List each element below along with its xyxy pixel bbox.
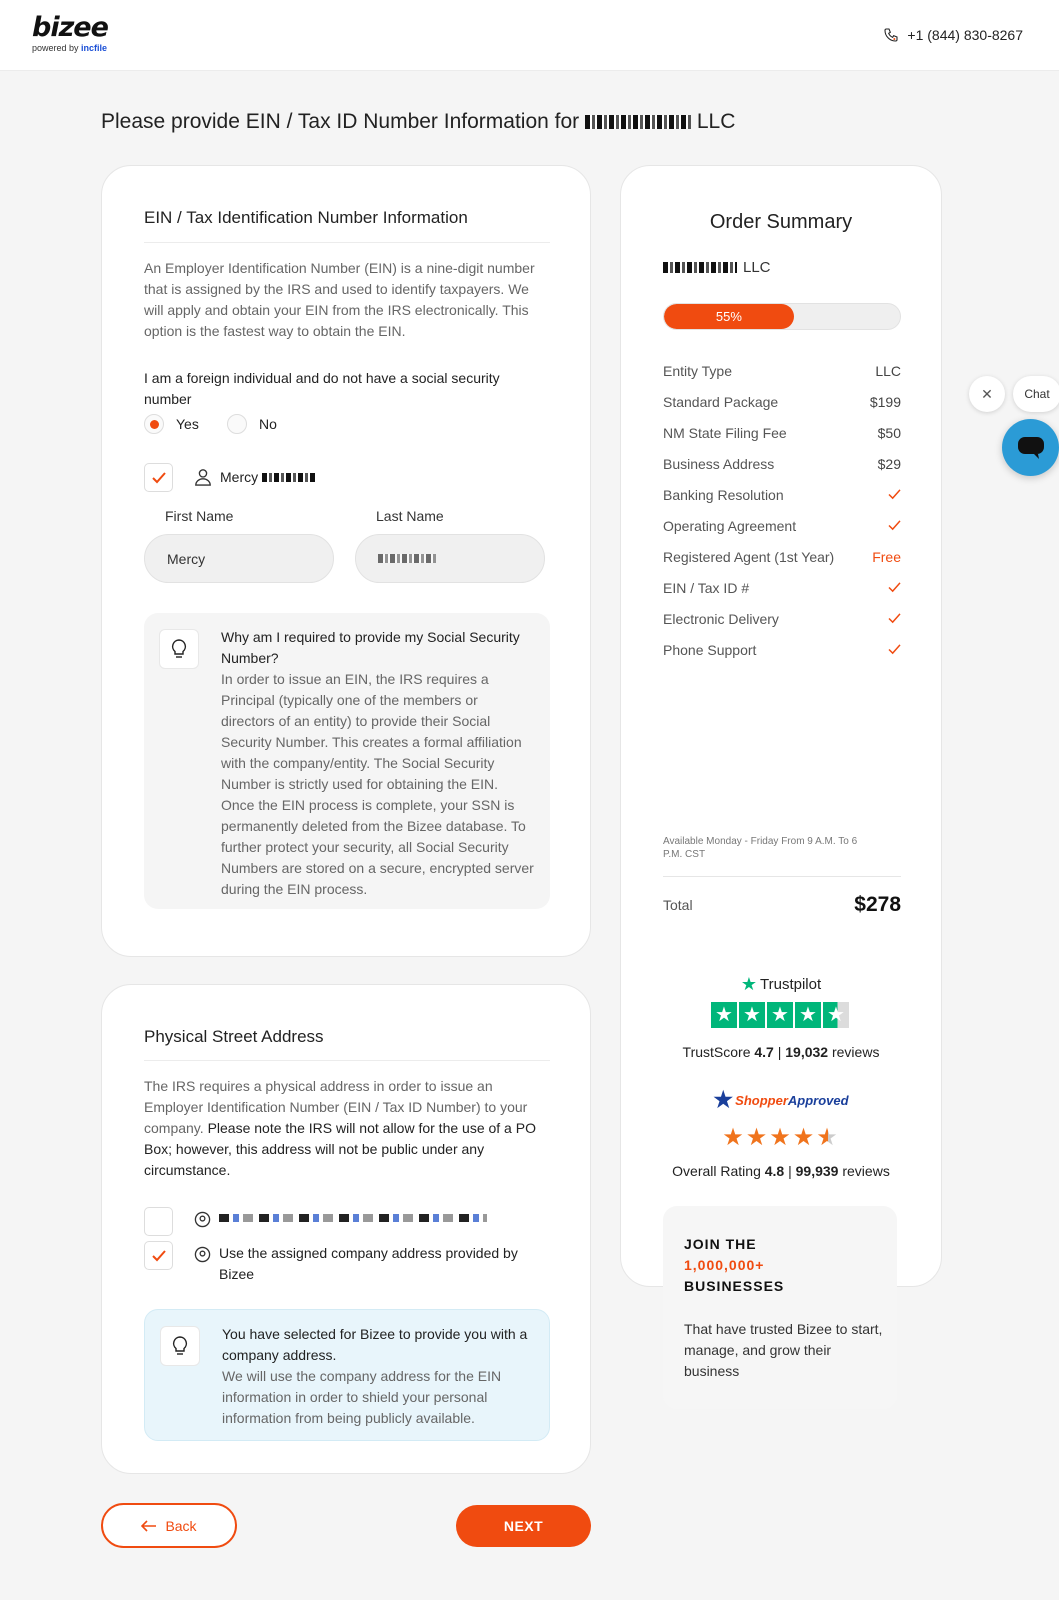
total-row (663, 893, 901, 917)
radio-no[interactable] (227, 414, 277, 434)
chat-close-button[interactable] (969, 376, 1005, 412)
line-item-label: EIN / Tax ID # (663, 580, 750, 596)
location-pin-icon (194, 1211, 211, 1228)
shopper-approved-rating: Overall Rating 4.8 | 99,939 reviews (672, 1163, 890, 1179)
arrow-left-icon (141, 1520, 157, 1532)
line-item-value: $199 (869, 394, 901, 410)
summary-line-item (663, 518, 901, 534)
check-icon (888, 642, 901, 658)
progress-bar (663, 303, 901, 330)
redacted-last-name-value (378, 554, 436, 563)
phone-support-note: Available Monday - Friday From 9 A.M. To 6 P.M. CST (663, 836, 858, 860)
ein-card (101, 165, 591, 957)
check-icon (888, 487, 901, 503)
chat-launcher-button[interactable] (1002, 419, 1059, 476)
chat-bubble-icon (1017, 436, 1045, 460)
summary-line-item (663, 487, 901, 503)
logo-text: bizee (32, 12, 108, 43)
divider (144, 1060, 550, 1061)
summary-line-item (663, 456, 901, 472)
first-name-input[interactable] (144, 534, 334, 583)
divider (144, 242, 550, 243)
phone-number: +1 (844) 830-8267 (907, 27, 1023, 43)
logo-subtitle: powered by incfile (32, 43, 108, 53)
join-promo-box (663, 1206, 897, 1409)
check-icon (888, 580, 901, 596)
ein-description: An Employer Identification Number (EIN) is a nine-digit number that is assigned by the IRS and used to identify taxpayers. We will apply and obtain your EIN from the IRS electronically. This option is the fastest way to obtain the EIN. (144, 260, 535, 339)
top-bar (0, 0, 1059, 71)
ssn-info-body: In order to issue an EIN, the IRS requires a Principal (typically one of the members or directors of an entity) to provide their Social Security Number. This creates a formal affiliation with the company/entity. The Social Security Number is strictly used for obtaining the EIN. Once the EIN process is complete, your SSN is permanently deleted from the Bizee database. To further protect your security, all Social Security Numbers are stored on a secure, encrypted server during the EIN process. (221, 671, 534, 897)
line-item-label: Electronic Delivery (663, 611, 779, 627)
check-icon (888, 518, 901, 534)
summary-line-item (663, 580, 901, 596)
line-item-label: Registered Agent (1st Year) (663, 549, 835, 565)
address-notice-box (144, 1309, 550, 1441)
member-name: Mercy (194, 468, 316, 486)
trustpilot-star: ★ (739, 1002, 765, 1028)
line-item-value: $50 (877, 425, 901, 441)
assigned-address-label: Use the assigned company address provided by Bizee (219, 1245, 518, 1282)
check-icon (888, 611, 901, 627)
trustpilot-star-icon: ★ (740, 974, 757, 994)
address-notice-title: You have selected for Bizee to provide you with a company address. (222, 1326, 528, 1363)
shopper-approved-stars: ★★★★★ (722, 1124, 840, 1151)
location-pin-icon (194, 1246, 211, 1263)
next-button[interactable]: NEXT (456, 1505, 591, 1547)
total-label: Total (663, 897, 693, 913)
foreign-question: I am a foreign individual and do not have a social security number (144, 370, 500, 407)
last-name-input[interactable] (355, 534, 545, 583)
redacted-last-name (262, 473, 316, 482)
line-item-value: Free (872, 549, 901, 565)
member-checkbox[interactable] (144, 463, 173, 492)
phone-link[interactable] (883, 27, 1023, 43)
radio-no-label: No (259, 416, 277, 432)
line-item-label: Business Address (663, 456, 775, 472)
lightbulb-icon (159, 629, 199, 669)
radio-yes-label: Yes (176, 416, 199, 432)
bizee-logo[interactable] (32, 14, 108, 53)
address-heading: Physical Street Address (144, 1027, 324, 1046)
divider (663, 876, 901, 877)
line-item-label: Entity Type (663, 363, 733, 379)
first-name-label: First Name (165, 508, 234, 524)
progress-fill: 55% (664, 304, 794, 329)
redacted-company-name (585, 115, 691, 129)
line-item-label: Banking Resolution (663, 487, 784, 503)
trustpilot-stars (711, 1002, 851, 1028)
close-icon: ✕ (981, 385, 993, 402)
line-item-label: Standard Package (663, 394, 779, 410)
order-summary-title: Order Summary (709, 211, 853, 233)
check-icon (152, 1250, 166, 1262)
join-subtitle: That have trusted Bizee to start, manage, and grow their business (684, 1321, 883, 1379)
join-title: JOIN THE 1,000,000+ BUSINESSES (684, 1236, 785, 1294)
last-name-label: Last Name (376, 508, 444, 524)
radio-no-indicator[interactable] (227, 414, 247, 434)
trustpilot-star: ★ (795, 1002, 821, 1028)
personal-address-checkbox[interactable] (144, 1207, 173, 1236)
user-icon (194, 468, 212, 486)
line-item-label: Operating Agreement (663, 518, 797, 534)
ssn-info-box (144, 613, 550, 909)
summary-line-item (663, 642, 901, 658)
trustpilot-star: ★ (823, 1002, 849, 1028)
line-item-label: Phone Support (663, 642, 757, 658)
address-card (101, 984, 591, 1474)
summary-line-item (663, 425, 901, 441)
summary-line-item (663, 549, 901, 565)
lightbulb-icon (160, 1326, 200, 1366)
back-button[interactable]: Back (101, 1503, 237, 1548)
shopper-approved-star-icon: ★ (713, 1087, 734, 1112)
phone-icon (883, 27, 899, 43)
ein-heading: EIN / Tax Identification Number Information (144, 208, 468, 227)
line-item-label: NM State Filing Fee (663, 425, 787, 441)
ssn-info-title: Why am I required to provide my Social Security Number? (221, 629, 520, 666)
check-icon (152, 472, 166, 484)
summary-line-item (663, 611, 901, 627)
order-summary-card (620, 165, 942, 1379)
chat-label[interactable]: Chat (1013, 376, 1059, 412)
summary-company-name: LLC (663, 259, 771, 276)
address-notice-body: We will use the company address for the EIN information in order to shield your personal information from being publicly available. (222, 1368, 502, 1426)
line-item-value: $29 (877, 456, 901, 472)
shopper-approved-logo[interactable]: ★ Shopper Approved (713, 1087, 849, 1112)
total-value: $278 (854, 893, 901, 916)
trustpilot-star: ★ (711, 1002, 737, 1028)
trustpilot-logo[interactable]: ★ Trustpilot (740, 974, 822, 994)
line-item-value: LLC (875, 363, 901, 379)
assigned-address-checkbox[interactable] (144, 1241, 173, 1270)
redacted-personal-address (219, 1214, 487, 1222)
trustpilot-star: ★ (767, 1002, 793, 1028)
address-description: The IRS requires a physical address in order to issue an Employer Identification Number (EIN / Tax ID Number) to your company. Please note the IRS will not allow for the use of a PO Box; however, this address will not be public under any circumstance. (144, 1078, 536, 1178)
page-title: Please provide EIN / Tax ID Number Information for LLC (101, 110, 736, 133)
radio-yes-indicator[interactable] (144, 414, 164, 434)
summary-line-item (663, 363, 901, 379)
trustpilot-score: TrustScore 4.7 | 19,032 reviews (682, 1044, 880, 1060)
redacted-company-name (663, 262, 737, 273)
summary-line-item (663, 394, 901, 410)
radio-yes[interactable] (144, 414, 199, 434)
